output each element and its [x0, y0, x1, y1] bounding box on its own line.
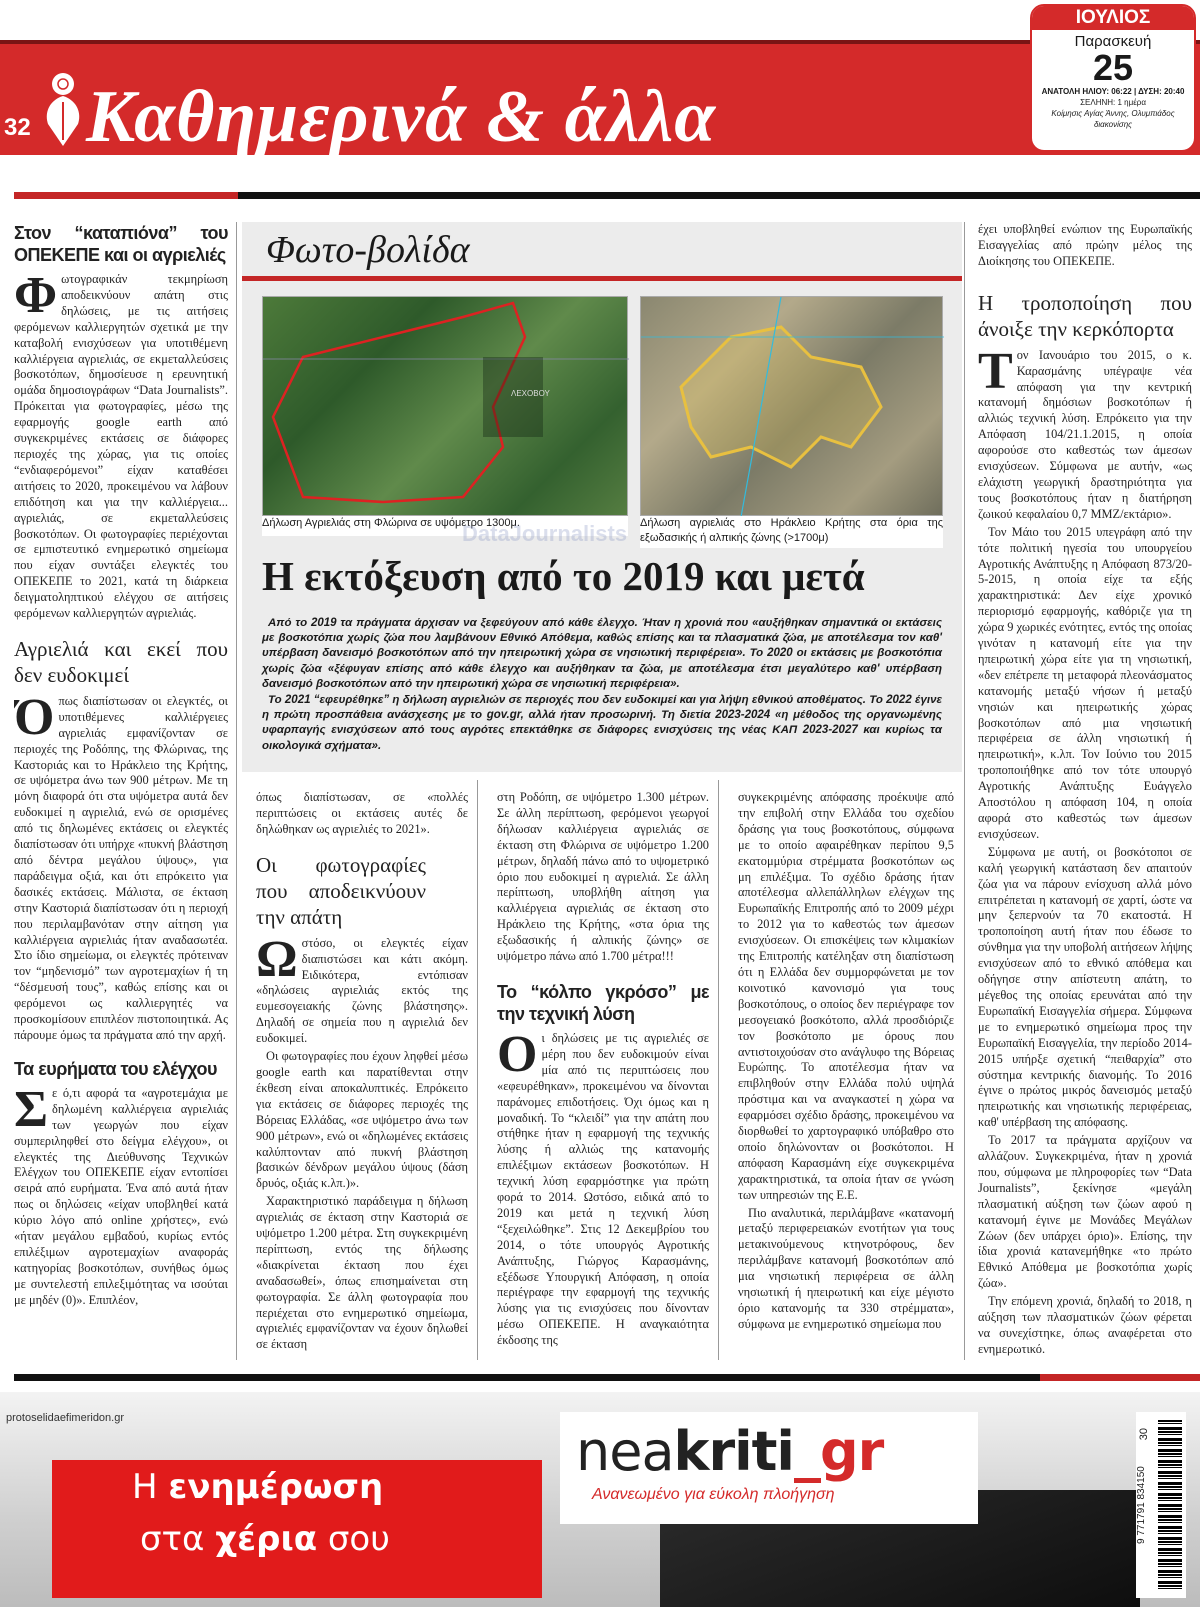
- ad-slogan-line-2: στα χέρια σου: [140, 1519, 390, 1559]
- feature-rule: [242, 276, 962, 281]
- article-paragraph: Ωστόσο, οι ελεγκτές είχαν διαπιστώσει και κάτι ακόμη. Ειδικότερα, εντόπισαν «δηλώσεις αγριελιάς εκτός της ευμεσογειακής ζώνης βλάστησης». Δηλαδή σε σημεία που η αγριελιά δεν ευδοκιμεί.: [256, 930, 468, 1046]
- column-divider: [718, 780, 719, 1360]
- drop-cap: Φ: [14, 267, 58, 324]
- article-paragraph: Το 2017 τα πράγματα αρχίζουν να αλλάζουν. Συγκεκριμένα, ήταν η χρονιά που, σύμφωνα με πληροφορίες των “Data Journalists”, ξεκίνησε «μεγάλη πλασματική αύξηση των ζώων αφού η κατανομή έγινε με Μονάδες Μεγάλων Ζώων (δεν υπάρχει όριο)». Επίσης, την ίδια χρονιά κατανεμήθηκε «το πρώτο Εθνικό Απόθεμα με βοσκοτόπια χωρίς ζώα».: [978, 1133, 1192, 1291]
- watermark: DataJournalists: [462, 521, 628, 546]
- article-paragraph: Τον Μάιο του 2015 υπεγράφη από την τότε πολιτική ηγεσία του υπουργείου Αγροτικής Ανάπτυξης η Απόφαση 873/20-5-2015, η οποία είχε τα εξής χαρακτηριστικά: Δεν είχε χρονικό περιορισμό εφαρμογής, καθόριζε για τη χώρα 9 χωρικές ενότητες, εντός της οποίας γινόταν η κατανομή είτε για την ηπειρωτική χώρα είτε για τη νησιωτική, «δεν επέτρεπε τη μεταφορά πλεονάσματος κατανομής μεταξύ νήσων ή μεταξύ νησιών και ηπειρωτικής χώρας βοσκοτόπων από μια νησιωτική περιφέρεια σε άλλη νησιωτική ή ηπειρωτική», κ.λπ. Τον Ιούνιο του 2015 τροποποιήθηκε από τον τότε υπουργό Αγροτικής Ανάπτυξης Ευάγγελο Αποστόλου η απόφαση 104, η οποία αφορά στο καθεστώς των άμεσων ενισχύσεων.: [978, 524, 1192, 841]
- article-paragraph: Οι φωτογραφίες που έχουν ληφθεί μέσω google earth και παρατίθενται στην έκθεση είναι αποκαλυπτικές. Επρόκειτο για εκτάσεις σε διάφορες περιοχές της Βόρειας Ελλάδας, «σε υψόμετρο άνω των 900 μέτρων», ενώ οι «δηλωμένες εκτάσεις καλύπτονταν από πυκνή βλάστηση βασικών δένδρων μεγάλου ύψους (δάση δρυός, οξιάς κ.λπ.)».: [256, 1049, 468, 1191]
- main-headline: Η εκτόξευση από το 2019 και μετά: [262, 553, 865, 599]
- barcode-bars: [1158, 1420, 1182, 1590]
- bottom-rule-accent: [1040, 1374, 1200, 1381]
- article-paragraph: στη Ροδόπη, σε υψόμετρο 1.300 μέτρων. Σε άλλη περίπτωση, φερόμενοι γεωργοί δήλωσαν καλλιέργεια αγριελιάς σε έκταση στη Φλώρινα σε υψόμετρο 1.200 μέτρων, δηλαδή πάνω από το υψομετρικό όριο που ευδοκιμεί η αγριελιά. Σε άλλη περίπτωση, υποβλήθη αίτηση για καλλιέργεια αγριελιάς σε έκταση στο Ηράκλειο της Κρήτης, «στα όρια της εξωδασικής ή αλπικής ζώνης» σε υψόμετρο πάνω από 1.700 μέτρα!!!: [497, 790, 709, 964]
- article-paragraph: συγκεκριμένης απόφασης προέκυψε από την επιβολή στην Ελλάδα του σχεδίου δράσης για τους βοσκοτόπους, σύμφωνα με το οποίο αφαιρέθηκαν περίπου 9,5 εκατομμύρια στρέμματα βοσκοτόπων ως μη επιλέξιμα. Το σχέδιο δράσης ήταν αποτέλεσμα αλλεπάλληλων ελέγχων της Ευρωπαϊκής Επιτροπής από το 2009 μέχρι το 2012 για το καθεστώς των άμεσων ενισχύσεων. Οι επισκέψεις των κλιμακίων της Επιτροπής κατέληξαν στη διαπίστωση ότι η Ελλάδα δεν συμμορφώνεται με τον κοινοτικό κανονισμό για τους βοσκοτόπους, ο οποίος δεν περιέγραφε τον μεσογειακό βοσκότοπο, αλλά προσδιόριζε τον βοσκότοπο με όρους που αντιστοιχούσαν στο ανάγλυφο της Βόρειας Ευρώπης. Το αποτέλεσμα ήταν να επιβληθούν στην Ελλάδα πολύ υψηλά πρόστιμα και να αναγκαστεί η χώρα να εφαρμόσει σχέδιο δράσης, προκειμένου να διορθωθεί το χαρτογραφικό υπόβαθρο στο οποίο δηλώνονταν οι βοσκότοποι. Η απόφαση Καρασμάνη είχε συγκεκριμένα χαρακτηριστικά, τα οποία ήταν σε γνώση των υπηρεσιών της Ε.Ε.: [738, 790, 954, 1202]
- page-number: 32: [4, 114, 31, 141]
- section-heading: Η τροποποίηση που άνοιξε την κερκόπορτα: [978, 290, 1192, 341]
- section-heading: Αγριελιά και εκεί που δεν ευδοκιμεί: [14, 636, 228, 687]
- article-paragraph: Όπως διαπίστωσαν οι ελεγκτές, οι υποτιθέμενες καλλιέργειες αγριελιάς εμφανίζονταν σε περιοχές της Ροδόπης, της Φλώρινας, της Καστοριάς και το Ηράκλειο της Κρήτης, σε υψόμετρα άνω των 900 μέτρων. Με τη μόνη διαφορά ότι στα υψόμετρα αυτά δεν ευδοκιμεί η αγριελιά, ενώ σε ορισμένες από τις δηλωμένες εκτάσεις οι ελεγκτές διαπίστωσαν ότι υπήρχε «πυκνή βλάστηση από δέντρα μεγάλου ύψους», για παράδειγμα οξιά, και ότι επρόκειτο για δασικές εκτάσεις. Μάλιστα, σε έκταση στην Καστοριά διαπίστωσαν ότι η περιοχή που περιλαμβανόταν στην αίτηση για καλλιέργεια αγριελιάς ήταν αναδασωτέα. Στο ίδιο σημείωμα, οι ελεγκτές πρότειναν τον “μηδενισμό” των αγροτεμαχίων ή τη “δέσμευσή τους”, καθώς επίσης και οι φερόμενοι ως καλλιεργητές να προσκομίσουν επιπλέον πιστοποιητικά. Ας πάρουμε όμως τα πράγματα από την αρχή.: [14, 688, 228, 1042]
- masthead-top-line: [0, 40, 1200, 44]
- article-paragraph: Φωτογραφικάν τεκμηρίωση αποδεικνύουν απάτη στις δηλώσεις, με τις αιτήσεις φερόμενων καλλιεργητών σχετικά με την καταβολή ενισχύσεων για υποτιθέμενη καλλιέργεια αγριελιάς, σε εκμεταλλεύσεις βοσκοτόπων, δημοσίευσε η ερευνητική ομάδα δημοσιογράφων “Data Journalists”. Πρόκειται για φωτογραφίες, μέσω της εφαρμογής google earth από συγκεκριμένες εκτάσεις σε διάφορες περιοχές της χώρας, για τις οποίες “ενδιαφερόμενοι” είχαν καταθέσει αιτήσεις το 2020, προκειμένου να λάβουν επιδότηση και για την καλλιέργεια... αγριελιάς, σε εκμεταλλεύσεις βοσκοτόπων. Οι φωτογραφίες περιέχονται σε εμπιστευτικό ενημερωτικό σημείωμα που είχαν συντάξει ελεγκτές του ΟΠΕΚΕΠΕ το 2021, κατά τη διάρκεια δειγματοληπτικού ελέγχου σε αιτήσεις φερόμενων καλλιεργητών αγριελιάς.: [14, 267, 228, 621]
- article-paragraph: Σε ό,τι αφορά τα «αγροτεμάχια με δηλωμένη καλλιέργεια αγριελιάς των γεωργών που είχαν συμπεριληφθεί στο δείγμα ελέγχου», οι ελεγκτές της Διεύθυνσης Τεχνικών Ελέγχων του ΟΠΕΚΕΠΕ είχαν εντοπίσει σειρά από ευρήματα. Ένα από αυτά ήταν πως οι δηλώσεις «είχαν υποβληθεί κατά κύριο λόγο από online χρήστες», ενώ «ήταν μεγάλου εμβαδού, κυρίως εντός επιλέξιμων αγροτεμαχίων αναφοράς κατηγορίας βοσκοτόπων, συνήθως όμως με συντελεστή επιλεξιμότητας να ισούται με μηδέν (0)». Επιπλέον,: [14, 1080, 228, 1307]
- bottom-rule: [14, 1374, 1200, 1381]
- section-heading: Οι φωτογραφίες που αποδεικνύουν την απάτη: [256, 852, 426, 929]
- article-paragraph: Χαρακτηριστικό παράδειγμα η δήλωση αγριελιάς σε έκταση στην Καστοριά σε υψόμετρο 1.200 μέτρα. Στη συγκεκριμένη περίπτωση, εντός της δήλωσης «διακρίνεται έκταση που έχει αναδασωθεί», όπως επισημαίνεται στη φωτογραφία. Σε άλλη φωτογραφία που περιέχεται στο ενημερωτικό σημείωμα, αγριελιές εμφανίζονταν να έχουν δηλωθεί σε έκταση: [256, 1194, 468, 1352]
- top-rule-accent: [14, 192, 238, 199]
- article-paragraph: έχει υποβληθεί ενώπιον της Ευρωπαϊκής Εισαγγελίας από πρώην μέλος της Διοίκησης του ΟΠΕΚΕΠΕ.: [978, 222, 1192, 268]
- ad-slogan-line-1: Η ενημέρωση: [132, 1467, 384, 1507]
- drop-cap: Σ: [14, 1080, 48, 1138]
- column-divider: [964, 222, 965, 1360]
- calendar-day: 25: [1092, 47, 1134, 88]
- article-paragraph: όπως διαπίστωσαν, σε «πολλές περιπτώσεις οι εκτάσεις αυτές δε δηλώθηκαν ως αγριελιές το 2021».: [256, 790, 468, 836]
- feature-kicker: Φωτο-βολίδα: [266, 229, 470, 271]
- right-column: [978, 222, 1192, 1362]
- lead-paragraph: Από το 2019 τα πράγματα άρχισαν να ξεφεύγουν από κάθε έλεγχο. Ήταν η χρονιά που «αυξήθηκαν σημαντικά οι εκτάσεις με βοσκοτόπια χωρίς ζώα που λαμβάνουν Εθνικό Απόθεμα, καθώς επίσης και τα πλασματικά ζώα, με αποτέλεσμα τον καθ' υπέρβαση δανεισμό βοσκοτόπων από την ηπειρωτική χώρα σε νησιωτική περιφέρεια». Το 2020 οι εκτάσεις με βοσκοτόπια χωρίς ζώα «ξέφυγαν επίσης από κάθε έλεγχο και αυξήθηκαν τα ζώα, με αποτέλεσμα έτσι μεγαλύτερο καθ' υπέρβαση δανεισμό βοσκοτόπων από την ηπειρωτική χώρα σε νησιωτική περιφέρεια».: [262, 617, 942, 690]
- drop-cap: Ω: [256, 930, 298, 988]
- article-paragraph: Τον Ιανουάριο του 2015, ο κ. Καρασμάνης υπέγραψε νέα απόφαση για την κεντρική κατανομή δημόσιων βοσκοτόπων ή αλλιώς τεχνική λύση. Επρόκειτο για την Απόφαση 104/21.1.2015, η οποία αφορούσε στο καθεστώς των άμεσων ενισχύσεων. Σύμφωνα με αυτήν, «ως ελάχιστη γεωργική δραστηριότητα για τους βοσκοτόπους ήταν η διατήρηση ζωικού κεφαλαίου 0,7 ΜΜΖ/εκτάριο».: [978, 342, 1192, 521]
- ad-tagline: Ανανεωμένο για εύκολη πλοήγηση: [592, 1486, 835, 1503]
- source-site: protoselidaefimeridon.gr: [6, 1412, 125, 1424]
- article-paragraph: Σύμφωνα με αυτή, οι βοσκότοποι σε καλή γεωργική κατάσταση δεν απαιτούν ζώα για να πάρουν ενίσχυση αλλά μόνο επιτρέπεται η κατανομή σε χαρτί, ώστε να μην ξεπερνούν τα 70 εκατοστά. Η τροποποίηση αυτή ήταν που έδωσε το σύνθημα για την υποβολή αιτήσεων λήψης ενισχύσεων από το εθνικό απόθεμα και οδήγησε στην απίστευτη απάτη, το μέγεθος της οποίας ερευνάται από την Ευρωπαϊκή Εισαγγελία σήμερα. Σύμφωνα με το ενημερωτικό σημείωμα προς την Ευρωπαϊκή Εισαγγελία, την περίοδο 2014-2015 υπήρξε σχετική “πειθαρχία” στο σύστημα κεντρικής διανομής. Το 2016 έγινε ο πρώτος μικρός δανεισμός μεταξύ ηπειρωτικής και νησιωτικής περιφέρειας, καθ' υπέρβαση της απόφασης.: [978, 844, 1192, 1130]
- page-title: Καθημερινά & άλλα: [86, 76, 717, 158]
- drop-cap: Τ: [978, 342, 1013, 400]
- column-3: [497, 790, 709, 1362]
- photo-caption: Δήλωση Αγριελιάς στη Φλώρινα σε υψόμετρο 1300μ.: [262, 516, 628, 536]
- photo-label: ΛΕΧΟΒΟΥ: [511, 389, 550, 398]
- section-heading: Τα ευρήματα του ελέγχου: [14, 1058, 217, 1079]
- barcode-number: 9 771791 834150: [1136, 1466, 1147, 1544]
- drop-cap: Ό: [14, 688, 55, 746]
- date-box: [1030, 4, 1196, 152]
- calendar-month: ΙΟΥΛΙΟΣ: [1032, 6, 1194, 30]
- article-paragraph: Οι δηλώσεις με τις αγριελιές σε μέρη που δεν ευδοκιμούν είναι μία από τις περιπτώσεις που «εφευρέθηκαν», προκειμένου να δίνονται παράνομες επιδοτήσεις. Όχι όμως και η μοναδική. Το “κλειδί” για την απάτη που στήθηκε ήταν η εφαρμογή της τεχνικής λύσης ή αλλιώς της κατανομής επιλέξιμων εκτάσεων βοσκοτόπων. Η τεχνική λύση εφαρμόστηκε για πρώτη φορά το 2014. Ωστόσο, ειδικά από το 2019 και μετά η τεχνική λύση “ξεχειλώθηκε”. Στις 12 Δεκεμβρίου του 2014, ο τότε υπουργός Αγροτικής Ανάπτυξης, Γιώργος Καρασμάνης, εξέδωσε Υπουργική Απόφαση, η οποία περιέγραφε την εφαρμογή της τεχνικής λύσης για τις ενισχύσεις που δίνονταν μέσω ΟΠΕΚΕΠΕ. Η αναγκαιότητα έκδοσης της: [497, 1025, 709, 1348]
- column-2: [256, 790, 468, 1362]
- satellite-photo-heraklion: [640, 296, 943, 516]
- lead-paragraph: Το 2021 “εφευρέθηκε” η δήλωση αγριελιών σε περιοχές που δεν ευδοκιμεί και για λήψη εθνικού αποθέματος. Το 2022 έγινε η πρώτη προσπάθεια ανάσχεσης με το gov.gr, αλλά ήταν προσωρινή. Τη διετία 2023-2024 «η μέθοδος της οργανωμένης υφαρπαγής ενισχύσεων από τους αγρότες επεκτάθηκε σε διάφορες ενισχύσεις της νέας ΚΑΠ 2023-2027 και κυρίως τα οικολογικά σχήματα».: [262, 694, 942, 752]
- left-column: [14, 222, 228, 1362]
- boundary-outline: [263, 297, 629, 517]
- calendar-saints: Κοίμησις Αγίας Άννης, Ολυμπιάδος διακονίσης: [1051, 109, 1175, 129]
- boundary-outline: [641, 297, 944, 517]
- article-paragraph: Την επόμενη χρονιά, δηλαδή το 2018, η αύξηση των πλασματικών ζώων φέρεται να συνεχίστηκε, όπως αναφέρεται στο ενημερωτικό.: [978, 1294, 1192, 1356]
- quill-icon: [38, 70, 88, 150]
- calendar-weekday: Παρασκευή: [1074, 33, 1152, 50]
- column-4: [738, 790, 954, 1362]
- column-divider: [236, 222, 237, 1360]
- article-paragraph: Πιο αναλυτικά, περιλάμβανε «κατανομή μεταξύ περιφερειακών ενοτήτων για τους μετακινούμενους κτηνοτρόφους, δεν περιλάμβανε κατανομή βοσκοτόπων από μια νησιωτική περιφέρεια σε άλλη νησιωτική ή ηπειρωτική και είχε μέγιστο όριο κατανομής τα 330 στρέμματα», σύμφωνα με ενημερωτικό σημείωμα που: [738, 1205, 954, 1331]
- section-heading: Το “κόλπο γκρόσο” με την τεχνική λύση: [497, 981, 709, 1024]
- article-heading: Στον “καταπιόνα” του ΟΠΕΚΕΠΕ και οι αγριελιές: [14, 223, 228, 265]
- brand-logo: neakriti_gr: [576, 1420, 884, 1483]
- calendar-moon: ΣΕΛΗΝΗ: 1 ημέρα: [1080, 98, 1146, 107]
- drop-cap: Ο: [497, 1025, 538, 1083]
- issue-number: 30: [1138, 1428, 1150, 1441]
- satellite-photo-florina: [262, 296, 628, 516]
- column-divider: [477, 780, 478, 1360]
- photo-caption: Δήλωση αγριελιάς στο Ηράκλειο Κρήτης στα όρια της εξωδασικής ή αλπικής ζώνης (>1700μ): [640, 516, 943, 548]
- calendar-sun: ΑΝΑΤΟΛΗ ΗΛΙΟΥ: 06:22 | ΔΥΣΗ: 20:40: [1041, 87, 1185, 96]
- lead-text: [262, 616, 942, 755]
